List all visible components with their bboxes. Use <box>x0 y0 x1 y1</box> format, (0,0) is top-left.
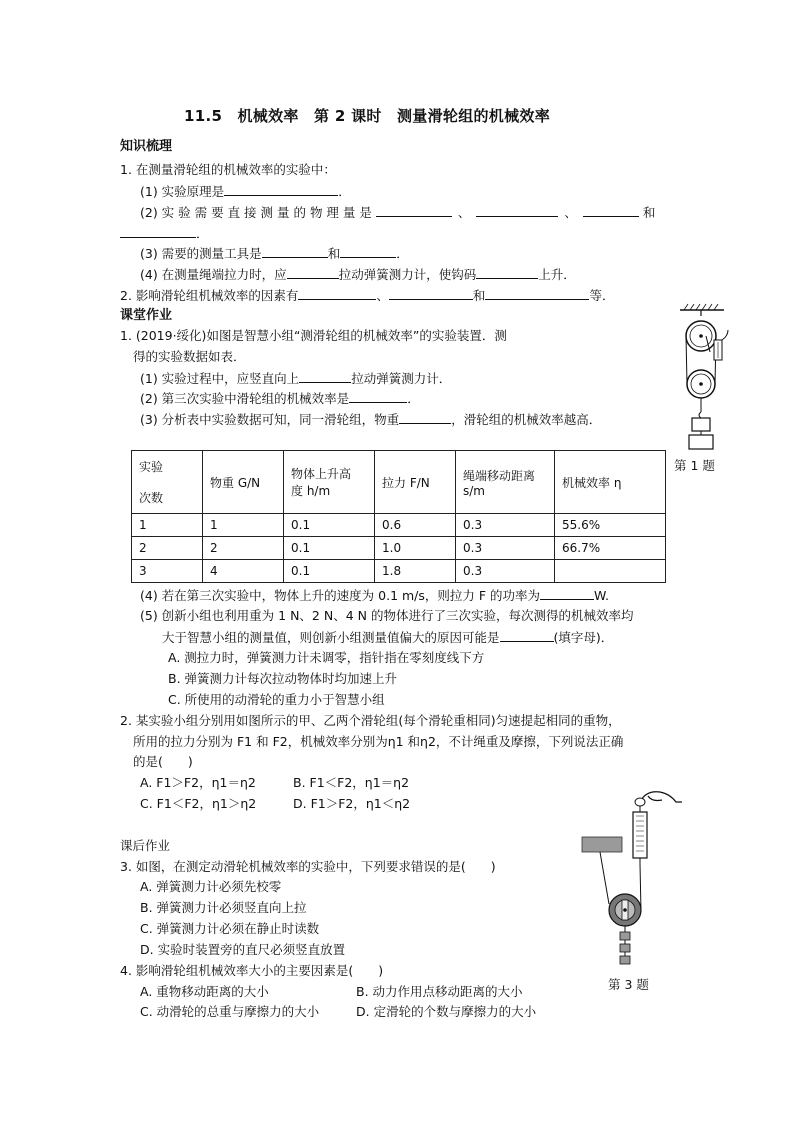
section-heading-homework: 课后作业 <box>120 838 171 853</box>
table-cell: 0.3 <box>456 560 555 583</box>
spring-scale <box>633 806 647 864</box>
movable-pulley <box>687 370 715 418</box>
answer-blank[interactable] <box>376 204 452 217</box>
table-header-row <box>132 451 666 514</box>
cq1-option-c: C. 所使用的动滑轮的重力小于智慧小组 <box>168 692 385 707</box>
table-row <box>132 514 666 537</box>
answer-blank[interactable] <box>120 225 196 238</box>
cq2-option-d: D. F1＞F2，η1＜η2 <box>293 796 411 811</box>
answer-blank[interactable] <box>389 287 473 300</box>
cq2-option-b: B. F1＜F2，η1＝η2 <box>293 775 410 790</box>
table-cell: 55.6% <box>555 514 666 537</box>
answer-blank[interactable] <box>476 266 538 279</box>
table-cell: 0.1 <box>284 514 375 537</box>
table-cell: 1.8 <box>375 560 456 583</box>
cq1-stem-line1: 1. (2019·绥化)如图是智慧小组“测滑轮组的机械效率”的实验装置．测 <box>120 328 507 343</box>
q1-part1: (1) 实验原理是 ． <box>140 184 351 199</box>
figure-3-caption: 第 3 题 <box>608 977 649 992</box>
q1-part2-continued: ． <box>120 225 209 242</box>
cq1-option-a: A. 测拉力时，弹簧测力计未调零，指针指在零刻度线下方 <box>168 650 485 665</box>
hq4-stem: 4. 影响滑轮组机械效率大小的主要因素是( ) <box>120 963 384 978</box>
table-cell: 1.0 <box>375 537 456 560</box>
page-title: 11.5 机械效率 第 2 课时 测量滑轮组的机械效率 <box>184 107 550 125</box>
hq3-option-d: D. 实验时装置旁的直尺必须竖直放置 <box>140 942 346 957</box>
cq2-stem-line3: 的是( ) <box>133 754 193 769</box>
answer-blank[interactable] <box>262 245 328 258</box>
answer-blank[interactable] <box>224 183 338 196</box>
table-header: 实验 次数 <box>132 451 203 514</box>
section-heading-knowledge: 知识梳理 <box>120 139 173 154</box>
table-cell: 4 <box>203 560 284 583</box>
table-cell: 0.6 <box>375 514 456 537</box>
table-cell: 0.3 <box>456 514 555 537</box>
answer-blank[interactable] <box>540 587 594 600</box>
table-cell: 0.3 <box>456 537 555 560</box>
answer-blank[interactable] <box>349 390 407 403</box>
table-row <box>132 560 666 583</box>
movable-pulley-figure-3 <box>578 782 684 972</box>
movable-pulley <box>609 894 641 926</box>
table-row <box>132 537 666 560</box>
answer-blank[interactable] <box>500 629 554 642</box>
cq2-option-a: A. F1＞F2，η1＝η2 <box>140 775 256 790</box>
q1-stem: 1. 在测量滑轮组的机械效率的实验中： <box>120 162 336 177</box>
table-header: 物重 G/N <box>203 451 284 514</box>
table-cell <box>555 560 666 583</box>
table-cell: 0.1 <box>284 560 375 583</box>
support-bar <box>582 837 622 852</box>
cq1-stem-line2: 得的实验数据如表． <box>133 349 246 364</box>
hq4-option-a: A. 重物移动距离的大小 <box>140 984 269 999</box>
hand-icon <box>635 792 682 806</box>
cq1-part5-line2: 大于智慧小组的测量值，则创新小组测量值偏大的原因可能是 (填字母)． <box>162 630 614 645</box>
table-header: 拉力 F/N <box>375 451 456 514</box>
q1-part2: (2) 实 验 需 要 直 接 测 量 的 物 理 量 是 、 、 和 <box>140 205 656 220</box>
cq1-part4: (4) 若在第三次实验中，物体上升的速度为 0.1 m/s，则拉力 F 的功率为 W. <box>140 588 609 603</box>
q1-part3: (3) 需要的测量工具是 和 ． <box>140 246 409 261</box>
table-cell: 3 <box>132 560 203 583</box>
cq2-stem-line1: 2. 某实验小组分别用如图所示的甲、乙两个滑轮组(每个滑轮重相同)匀速提起相同的重物， <box>120 713 621 728</box>
answer-blank[interactable] <box>298 287 376 300</box>
cq1-part3: (3) 分析表中实验数据可知，同一滑轮组，物重 ，滑轮组的机械效率越高． <box>140 412 602 427</box>
hq4-option-c: C. 动滑轮的总重与摩擦力的大小 <box>140 1004 320 1019</box>
table-cell: 1 <box>203 514 284 537</box>
experiment-data-table <box>131 450 666 583</box>
table-header: 绳端移动距离 s/m <box>456 451 555 514</box>
section-heading-classwork: 课堂作业 <box>120 308 173 323</box>
table-cell: 1 <box>132 514 203 537</box>
ceiling-mount <box>680 304 724 316</box>
cq1-option-b: B. 弹簧测力计每次拉动物体时均加速上升 <box>168 671 398 686</box>
cq1-part1: (1) 实验过程中，应竖直向上 拉动弹簧测力计． <box>140 371 452 386</box>
hook-weights <box>620 926 630 964</box>
table-header: 机械效率 η <box>555 451 666 514</box>
cq2-option-c: C. F1＜F2，η1＞η2 <box>140 796 257 811</box>
table-header: 物体上升高 度 h/m <box>284 451 375 514</box>
pulley-system-figure-1 <box>674 300 734 460</box>
hq3-option-b: B. 弹簧测力计必须竖直向上拉 <box>140 900 307 915</box>
q1-part4: (4) 在测量绳端拉力时，应 拉动弹簧测力计，使钩码 上升． <box>140 267 576 282</box>
hook-weights <box>689 418 713 449</box>
answer-blank[interactable] <box>299 370 351 383</box>
answer-blank[interactable] <box>583 204 639 217</box>
cq1-part2: (2) 第三次实验中滑轮组的机械效率是 ． <box>140 391 420 406</box>
answer-blank[interactable] <box>287 266 339 279</box>
figure-1-caption: 第 1 题 <box>674 458 715 473</box>
answer-blank[interactable] <box>340 245 396 258</box>
hq4-option-b: B. 动力作用点移动距离的大小 <box>356 984 523 999</box>
table-cell: 66.7% <box>555 537 666 560</box>
hq4-option-d: D. 定滑轮的个数与摩擦力的大小 <box>356 1004 537 1019</box>
cq2-stem-line2: 所用的拉力分别为 F1 和 F2，机械效率分别为η1 和η2，不计绳重及摩擦，下列说法正确 <box>133 734 624 749</box>
table-cell: 0.1 <box>284 537 375 560</box>
hq3-option-c: C. 弹簧测力计必须在静止时读数 <box>140 921 320 936</box>
answer-blank[interactable] <box>399 411 451 424</box>
cq1-part5-line1: (5) 创新小组也利用重为 1 N、2 N、4 N 的物体进行了三次实验，每次测得的机械效率均 <box>140 608 634 623</box>
q2-factors: 2. 影响滑轮组机械效率的因素有 、 和 等． <box>120 288 615 303</box>
answer-blank[interactable] <box>485 287 589 300</box>
hq3-option-a: A. 弹簧测力计必须先校零 <box>140 879 282 894</box>
table-cell: 2 <box>203 537 284 560</box>
answer-blank[interactable] <box>476 204 558 217</box>
table-cell: 2 <box>132 537 203 560</box>
fixed-pulley <box>686 321 716 351</box>
hq3-stem: 3. 如图，在测定动滑轮机械效率的实验中，下列要求错误的是( ) <box>120 859 496 874</box>
